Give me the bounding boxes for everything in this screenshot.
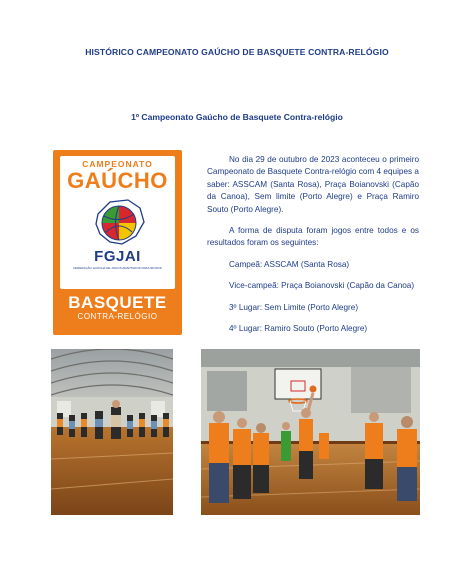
gym-group-photo — [51, 349, 173, 515]
result-first: Campeã: ASSCAM (Santa Rosa) — [229, 259, 350, 269]
document-title: HISTÓRICO CAMPEONATO GAÚCHO DE BASQUETE CONTRA-RELÓGIO — [85, 47, 389, 57]
basketball-game-photo — [201, 349, 420, 515]
paragraph-format: A forma de disputa foram jogos entre todos e os resultados foram os seguintes: — [207, 226, 419, 248]
logo-sport: BASQUETE — [68, 293, 167, 312]
result-third: 3º Lugar: Sem Limite (Porto Alegre) — [229, 302, 359, 312]
logo-org-full: FEDERAÇÃO GAÚCHA DE JOGOS ADAPTADOS PARA IDOSOS — [73, 266, 162, 270]
paragraph-intro: No dia 29 de outubro de 2023 aconteceu o primeiro Campeonato de Basquete Contra-relógio com 4 equipes a saber: ASSCAM (Santa Rosa), Praça Boianovski (Capão da Canoa), Sem limite (Porto Alegre) e Praça Ramiro Souto (Porto Alegre). — [207, 155, 419, 214]
logo-inner-panel — [60, 156, 175, 289]
championship-logo — [53, 150, 182, 335]
result-second: Vice-campeã: Praça Boianovski (Capão da Canoa) — [229, 281, 415, 291]
logo-line1: CAMPEONATO — [82, 159, 153, 169]
logo-org: FGJAI — [94, 248, 141, 265]
body-text — [207, 154, 419, 335]
section-title: 1º Campeonato Gaúcho de Basquete Contra-relógio — [131, 112, 343, 122]
logo-modality: CONTRA-RELÓGIO — [77, 312, 158, 321]
logo-line2: GAÚCHO — [67, 168, 168, 193]
result-fourth: 4º Lugar: Ramiro Souto (Porto Alegre) — [229, 324, 368, 334]
rs-map-ball-icon — [88, 194, 148, 248]
